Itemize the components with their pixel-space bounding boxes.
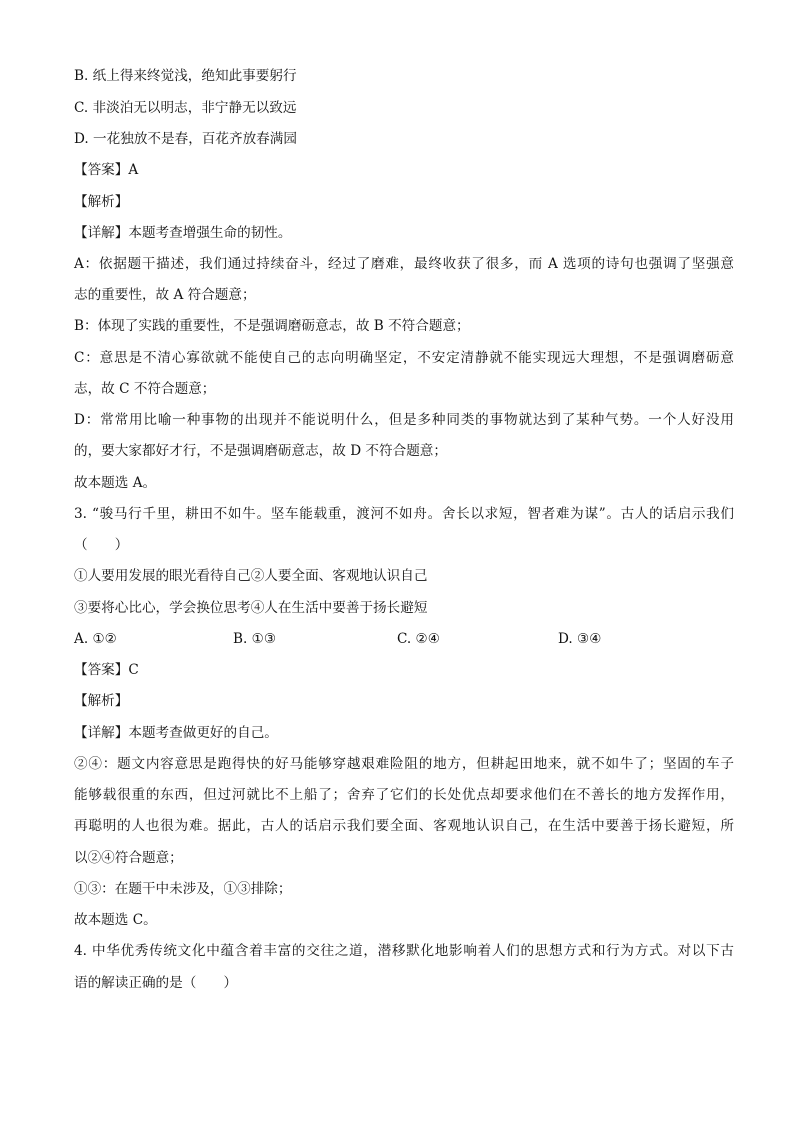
q2-analysis-heading: 【解析】: [74, 194, 129, 210]
q3-option-b: B. ①③: [233, 631, 277, 647]
q2-explain-c-line1: C：意思是不清心寡欲就不能使自己的志向明确坚定，不安定清静就不能实现远大理想，不是强调磨砺意: [74, 350, 734, 366]
q3-detail: 【详解】本题考查做更好的自己。: [74, 725, 278, 741]
q2-option-b: B. 纸上得来终觉浅，绝知此事要躬行: [74, 68, 297, 84]
q3-stem-line1: 3. “骏马行千里，耕田不如牛。坚车能载重，渡河不如舟。舍长以求短，智者难为谋”。古人的话启示我们: [74, 506, 734, 522]
q2-explain-a-line2: 志的重要性，故 A 符合题意；: [74, 287, 256, 303]
q3-conclusion: 故本题选 C。: [74, 912, 157, 928]
q3-option-a: A. ①②: [74, 631, 117, 647]
q3-explain-line5: ①③：在题干中未涉及，①③排除；: [74, 881, 292, 897]
q4-stem-line1: 4. 中华优秀传统文化中蕴含着丰富的交往之道，潜移默化地影响着人们的思想方式和行为方式。对以下古: [74, 943, 734, 959]
q3-items-1-2: ①人要用发展的眼光看待自己②人要全面、客观地认识自己: [74, 568, 428, 584]
q3-explain-line2: 能够载很重的东西，但过河就比不上船了；舍弃了它们的长处优点却要求他们在不善长的地方发挥作用，: [74, 787, 734, 803]
q2-conclusion: 故本题选 A。: [74, 475, 157, 491]
q3-option-d: D. ③④: [558, 631, 602, 647]
q3-explain-line3: 再聪明的人也很为难。据此，古人的话启示我们要全面、客观地认识自己，在生活中要善于扬长避短，所: [74, 818, 734, 834]
q3-option-c: C. ②④: [397, 631, 440, 647]
q3-explain-line4: 以②④符合题意；: [74, 850, 183, 866]
q2-answer: 【答案】A: [74, 162, 139, 178]
q2-explain-d-line1: D：常常用比喻一种事物的出现并不能说明什么，但是多种同类的事物就达到了某种气势。一个人好没用: [74, 412, 734, 428]
q2-explain-a-line1: A：依据题干描述，我们通过持续奋斗，经过了磨难，最终收获了很多，而 A 选项的诗句也强调了坚强意: [74, 256, 734, 272]
q3-items-3-4: ③要将心比心，学会换位思考④人在生活中要善于扬长避短: [74, 600, 428, 616]
q3-answer: 【答案】C: [74, 662, 139, 678]
q2-detail: 【详解】本题考查增强生命的韧性。: [74, 225, 292, 241]
q4-stem-line2: 语的解读正确的是（ ）: [74, 975, 238, 991]
q2-explain-b: B：体现了实践的重要性，不是强调磨砺意志，故 B 不符合题意；: [74, 318, 470, 334]
q3-stem-line2: （ ）: [74, 537, 129, 553]
q2-option-d: D. 一花独放不是春，百花齐放春满园: [74, 131, 297, 147]
q2-explain-d-line2: 的，要大家都好才行，不是强调磨砺意志，故 D 不符合题意；: [74, 443, 447, 459]
q3-analysis-heading: 【解析】: [74, 693, 129, 709]
q2-option-c: C. 非淡泊无以明志，非宁静无以致远: [74, 100, 297, 116]
q2-explain-c-line2: 志，故 C 不符合题意；: [74, 381, 216, 397]
q3-explain-line1: ②④：题文内容意思是跑得快的好马能够穿越艰难险阻的地方，但耕起田地来，就不如牛了；坚固的车子: [74, 756, 734, 772]
